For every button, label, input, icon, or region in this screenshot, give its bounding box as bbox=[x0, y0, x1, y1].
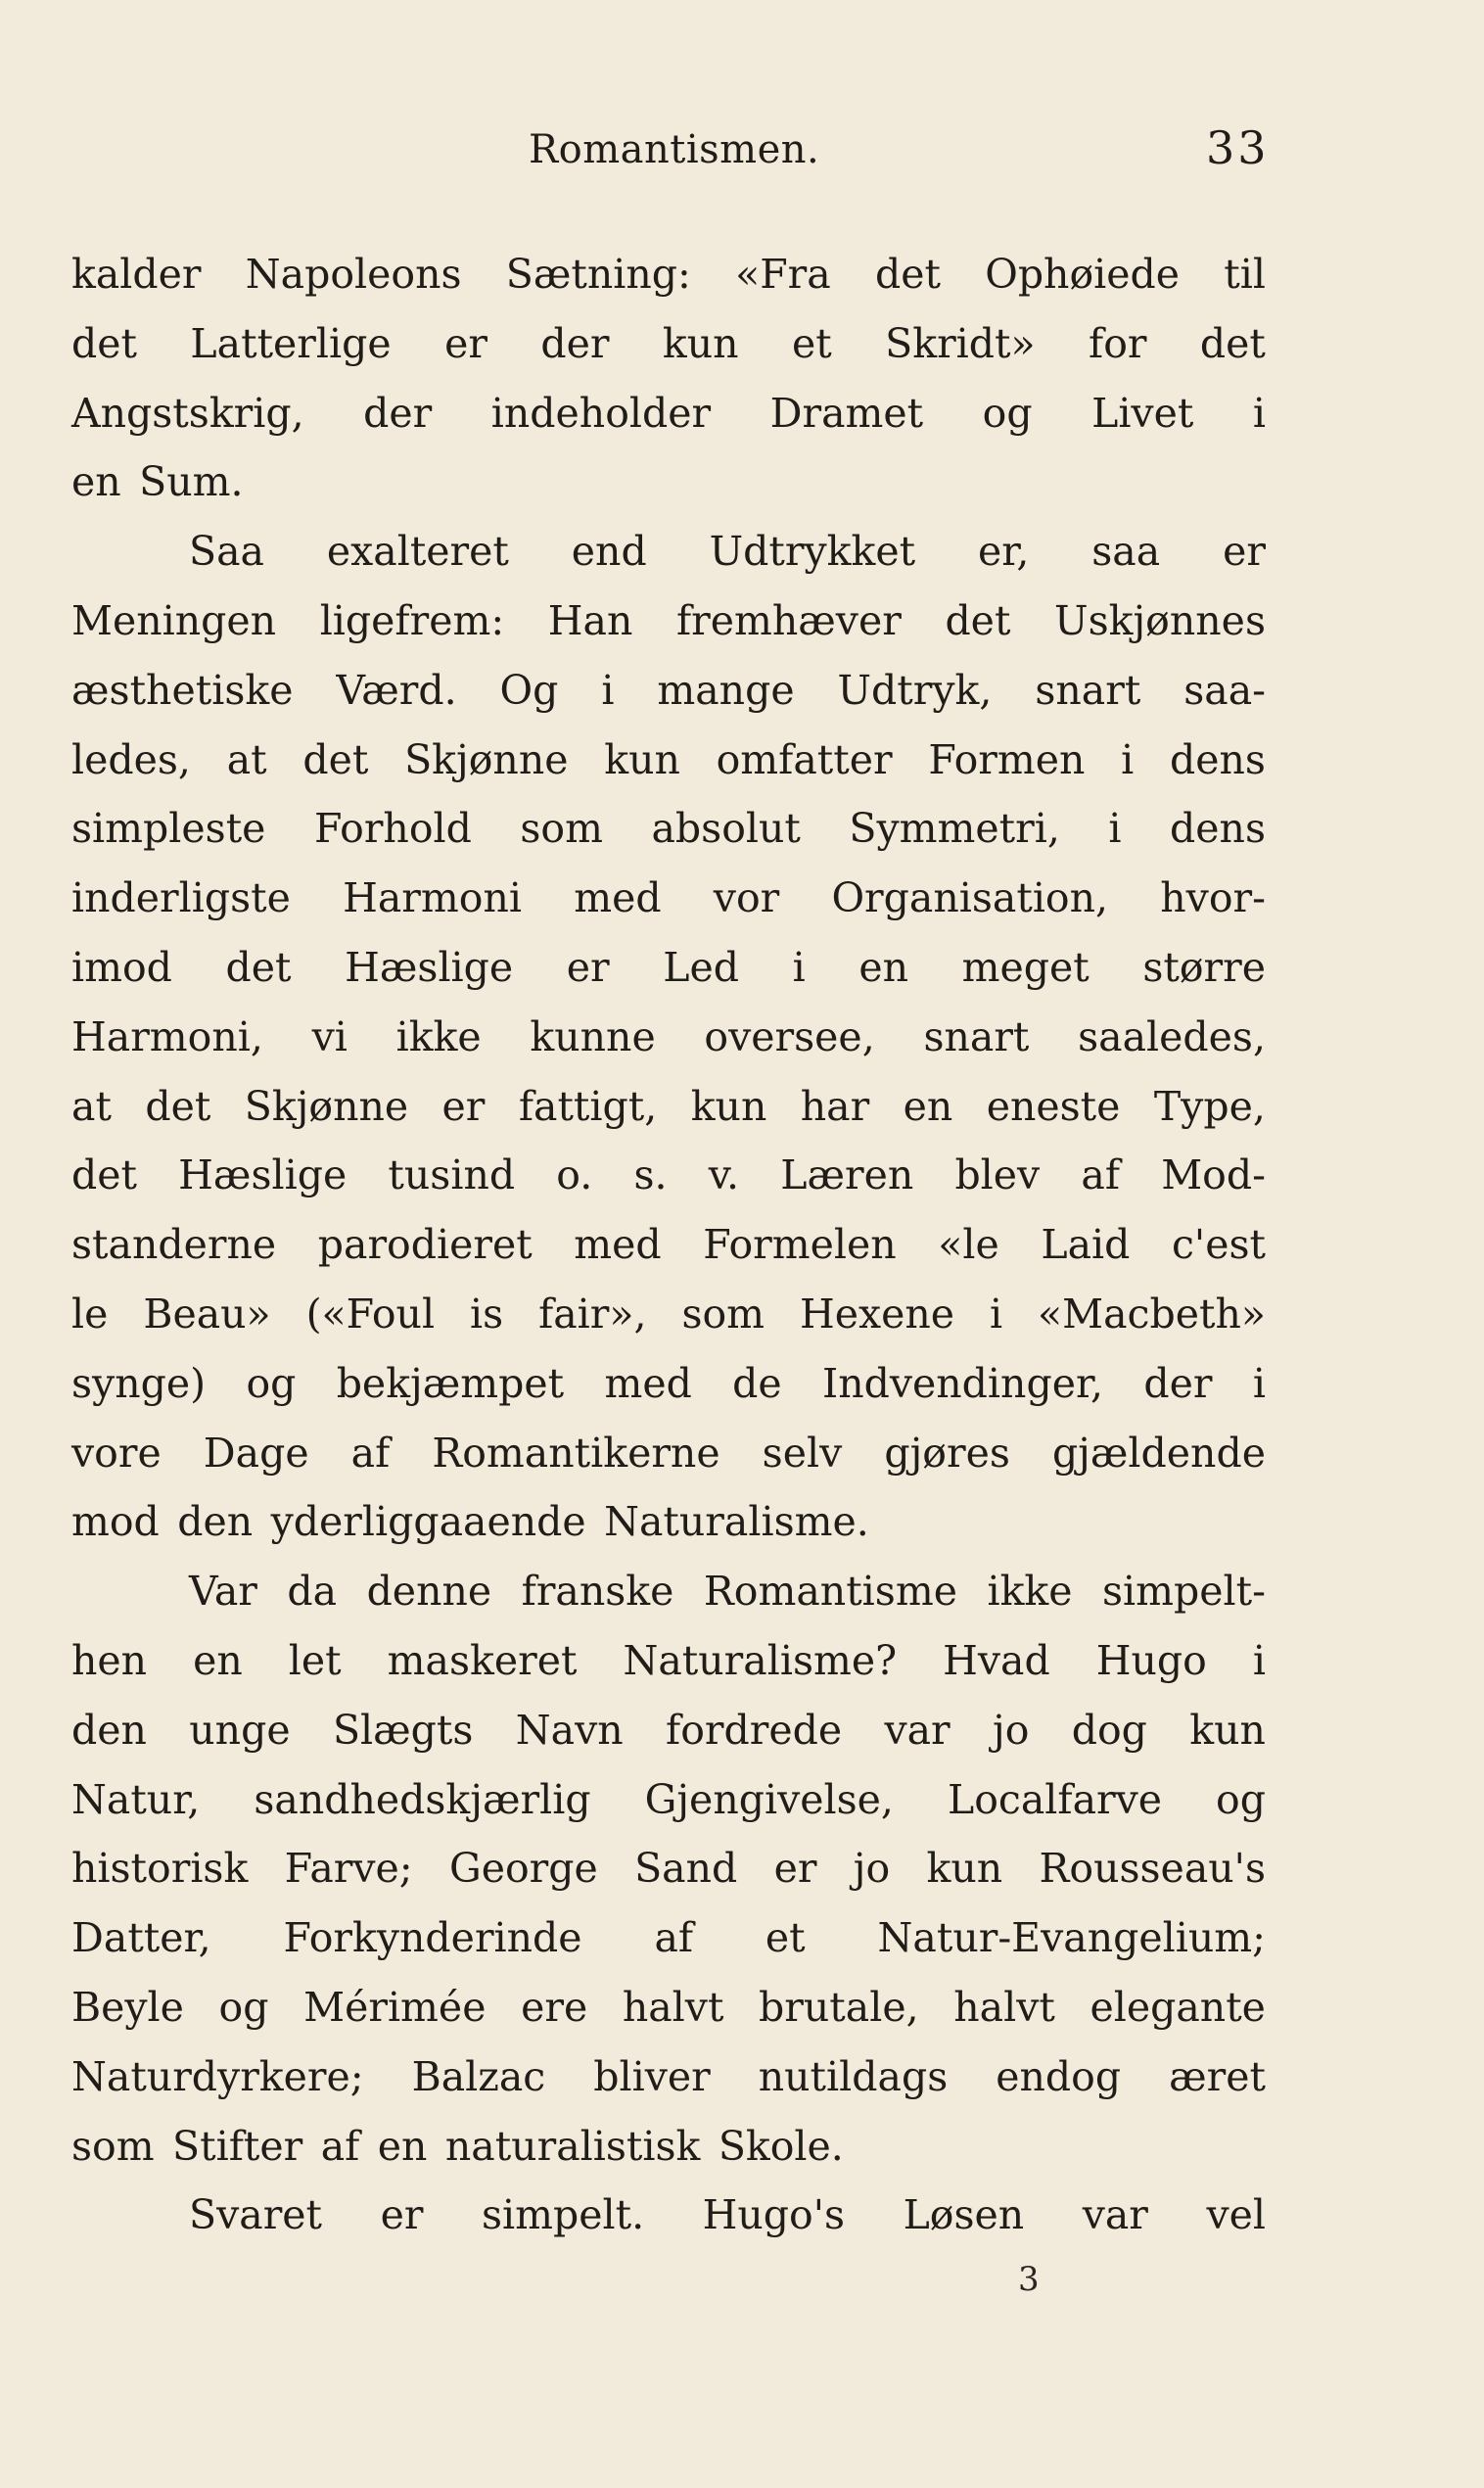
text-line: at det Skjønne er fattigt, kun har en eneste Type, bbox=[71, 1082, 1266, 1130]
text-line: æsthetiske Værd. Og i mange Udtryk, snart saa- bbox=[71, 666, 1266, 714]
running-head bbox=[0, 121, 1484, 176]
body-text bbox=[71, 240, 1266, 2250]
text-line: Beyle og Mérimée ere halvt brutale, halvt elegante bbox=[71, 1983, 1266, 2031]
text-line: det Hæslige tusind o. s. v. Læren blev af Mod- bbox=[71, 1151, 1266, 1199]
text-line: Naturdyrkere; Balzac bliver nutildags endog æret bbox=[71, 2052, 1266, 2100]
page-number: 33 bbox=[1206, 121, 1270, 174]
text-line: hen en let maskeret Naturalisme? Hvad Hugo i bbox=[71, 1636, 1266, 1684]
text-line: Datter, Forkynderinde af et Natur-Evangelium; bbox=[71, 1914, 1266, 1962]
text-line: Var da denne franske Romantisme ikke simpelt- bbox=[189, 1568, 1266, 1616]
text-line: som Stifter af en naturalistisk Skole. bbox=[71, 2122, 844, 2170]
text-line: Natur, sandhedskjærlig Gjengivelse, Localfarve og bbox=[71, 1775, 1266, 1823]
text-line: kalder Napoleons Sætning: «Fra det Ophøiede til bbox=[71, 251, 1266, 298]
text-line: den unge Slægts Navn fordrede var jo dog kun bbox=[71, 1706, 1266, 1754]
text-line: en Sum. bbox=[71, 458, 244, 506]
text-line: inderligste Harmoni med vor Organisation, hvor- bbox=[71, 874, 1266, 922]
text-line: det Latterlige er der kun et Skridt» for det bbox=[71, 319, 1266, 367]
text-line: Meningen ligefrem: Han fremhæver det Uskjønnes bbox=[71, 596, 1266, 644]
text-line: Saa exalteret end Udtrykket er, saa er bbox=[189, 528, 1266, 576]
text-line: standerne parodieret med Formelen «le Laid c'est bbox=[71, 1221, 1266, 1269]
text-line: mod den yderliggaaende Naturalisme. bbox=[71, 1498, 869, 1546]
text-line: Harmoni, vi ikke kunne oversee, snart saaledes, bbox=[71, 1012, 1266, 1060]
text-line: simpleste Forhold som absolut Symmetri, i dens bbox=[71, 805, 1266, 853]
signature-mark: 3 bbox=[1018, 2260, 1040, 2299]
text-line: Svaret er simpelt. Hugo's Løsen var vel bbox=[189, 2191, 1266, 2239]
text-line: synge) og bekjæmpet med de Indvendinger, der i bbox=[71, 1359, 1266, 1407]
text-line: ledes, at det Skjønne kun omfatter Formen i dens bbox=[71, 735, 1266, 783]
text-line: imod det Hæslige er Led i en meget større bbox=[71, 943, 1266, 991]
text-line: vore Dage af Romantikerne selv gjøres gjældende bbox=[71, 1429, 1266, 1477]
running-head-title: Romantismen. bbox=[529, 127, 820, 172]
text-line: Angstskrig, der indeholder Dramet og Livet i bbox=[71, 389, 1266, 437]
text-line: le Beau» («Foul is fair», som Hexene i «Macbeth» bbox=[71, 1290, 1266, 1338]
text-line: historisk Farve; George Sand er jo kun Rousseau's bbox=[71, 1845, 1266, 1893]
